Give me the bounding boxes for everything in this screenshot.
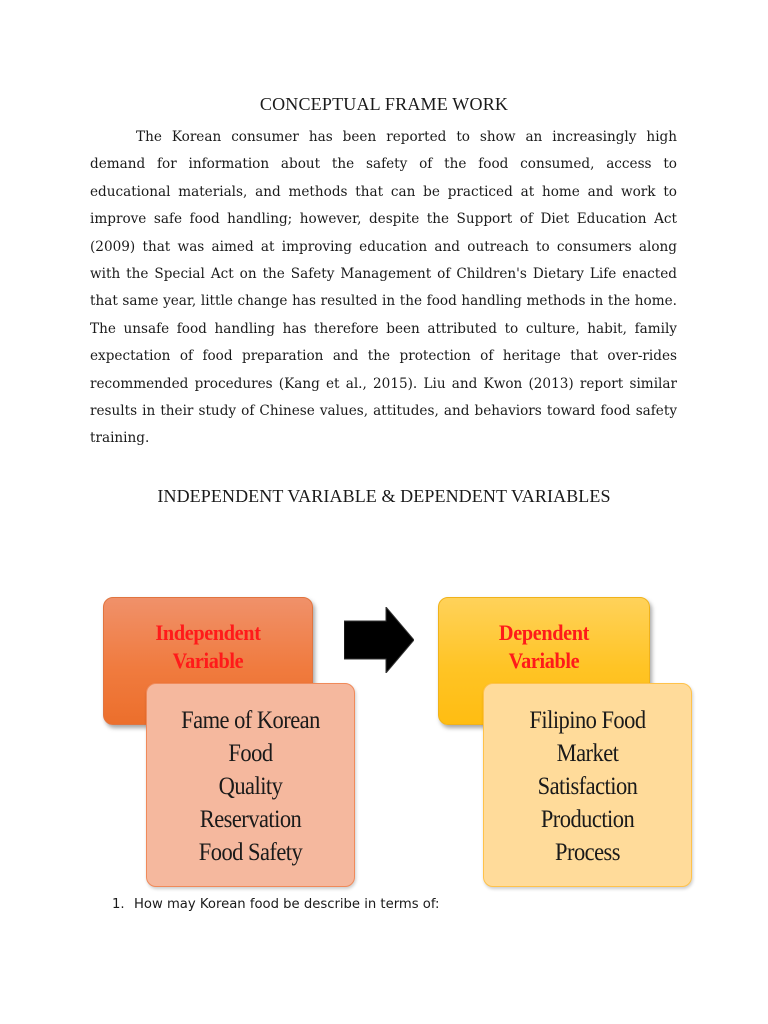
dependent-item: Filipino Food xyxy=(529,707,646,734)
question-item xyxy=(112,897,440,912)
independent-variable-list xyxy=(147,684,354,869)
document-title: CONCEPTUAL FRAME WORK xyxy=(259,94,509,114)
question-text: How may Korean food be describe in terms of: xyxy=(134,897,440,912)
right-arrow-icon xyxy=(344,607,414,673)
independent-variable-items-box xyxy=(146,683,355,887)
dependent-variable-list xyxy=(484,684,691,869)
dependent-variable-items-box xyxy=(483,683,692,887)
independent-heading-line2: Variable xyxy=(172,648,244,673)
independent-item: Fame of Korean xyxy=(181,707,320,734)
section-subtitle: INDEPENDENT VARIABLE & DEPENDENT VARIABLES xyxy=(157,486,611,506)
independent-variable-heading xyxy=(114,598,301,675)
independent-item: Food xyxy=(228,740,273,767)
dependent-item: Production xyxy=(540,806,635,833)
dependent-variable-heading xyxy=(450,598,639,675)
dependent-item: Satisfaction xyxy=(537,773,638,800)
question-number: 1. xyxy=(112,897,125,912)
independent-item: Quality xyxy=(218,773,283,800)
dependent-item: Process xyxy=(555,839,620,866)
independent-item: Food Safety xyxy=(198,839,303,866)
dependent-heading-line1: Dependent xyxy=(498,620,590,645)
independent-item: Reservation xyxy=(199,806,302,833)
body-paragraph: The Korean consumer has been reported to show an increasingly high demand for information about the safety of the food consumed, access to educational materials, and methods that can be practiced at home and work to improve safe food handling; however, despite the Support of Diet Education Act (2009) that was aimed at improving education and outreach to consumers along with the Special Act on the Safety Management of Children's Dietary Life enacted that same year, little change has resulted in the food handling methods in the home. The unsafe food handling has therefore been attributed to culture, habit, family expectation of food preparation and the protection of heritage that over-rides recommended procedures (Kang et al., 2015). Liu and Kwon (2013) report similar results in their study of Chinese values, attitudes, and behaviors toward food safety training. xyxy=(90,129,677,447)
dependent-heading-line2: Variable xyxy=(508,648,580,673)
dependent-item: Market xyxy=(556,740,619,767)
independent-heading-line1: Independent xyxy=(155,620,261,645)
